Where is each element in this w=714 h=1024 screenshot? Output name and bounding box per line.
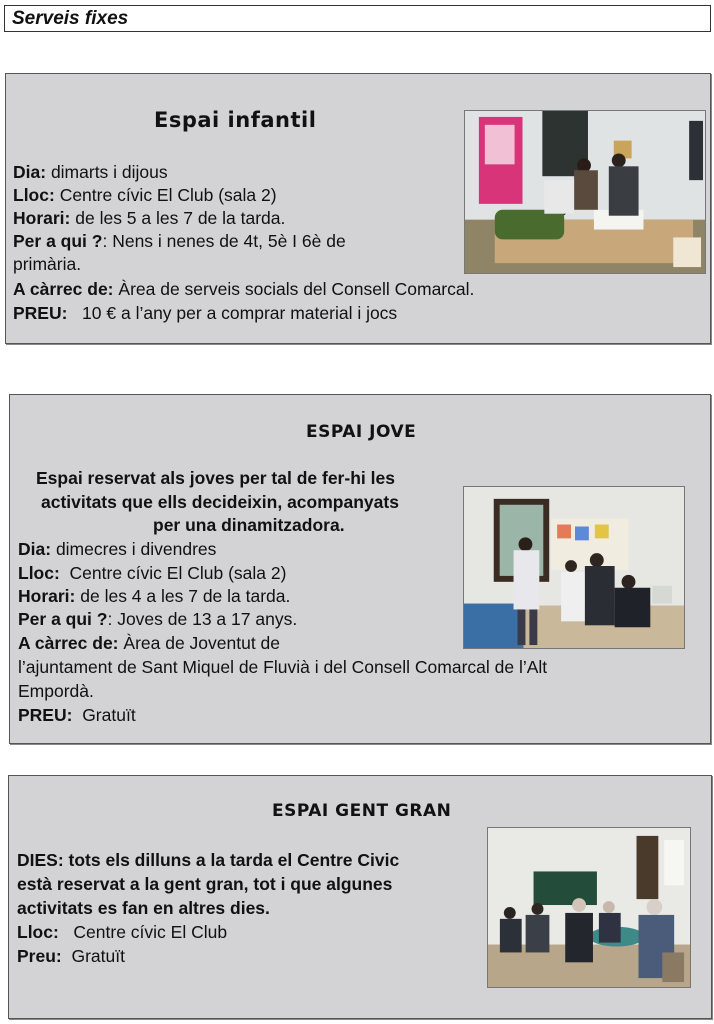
jove-lloc: Lloc: Centre cívic El Club (sala 2) [18,563,287,583]
espai-gent-gran-panel [8,775,712,1019]
espai-jove-photo [463,486,685,649]
infantil-carrec: A càrrec de: Àrea de serveis socials del Consell Comarcal. [13,279,475,299]
infantil-dia: Dia: dimarts i dijous [13,162,168,182]
jove-intro-line-3: per una dinamitzadora. [153,515,345,535]
section-header [4,5,711,32]
gentgran-dies-line-1: DIES: tots els dilluns a la tarda el Centre Civic [17,850,400,870]
espai-jove-title: ESPAI JOVE [306,422,417,442]
infantil-horari: Horari: de les 5 a les 7 de la tarda. [13,208,286,228]
jove-intro-line-2: activitats que ells decideixin, acompanyats [41,492,399,512]
jove-carrec-cont: l’ajuntament de Sant Miquel de Fluvià i del Consell Comarcal de l’Alt [18,657,548,677]
jove-preu: PREU: Gratuït [18,705,136,725]
espai-infantil-photo [464,110,706,274]
gentgran-dies-line-3: activitats es fan en altres dies. [17,898,270,918]
jove-carrec-cont-2: Empordà. [18,681,94,701]
espai-infantil-panel [5,73,711,344]
espai-infantil-title: Espai infantil [154,108,317,132]
gentgran-preu: Preu: Gratuït [17,946,125,966]
espai-gent-gran-title: ESPAI GENT GRAN [272,801,452,821]
section-title: Serveis fixes [12,8,129,29]
gentgran-dies-line-2: està reservat a la gent gran, tot i que algunes [17,874,393,894]
infantil-preu: PREU: 10 € a l’any per a comprar material i jocs [13,303,398,323]
gentgran-lloc: Lloc: Centre cívic El Club [17,922,228,942]
jove-intro-line-1: Espai reservat als joves per tal de fer-hi les [36,468,395,488]
infantil-per-a-qui: Per a qui ?: Nens i nenes de 4t, 5è I 6è de [13,231,346,251]
espai-gent-gran-photo [487,827,691,988]
jove-horari: Horari: de les 4 a les 7 de la tarda. [18,586,291,606]
jove-dia: Dia: dimecres i divendres [18,539,217,559]
infantil-per-a-qui-cont: primària. [13,254,82,274]
jove-per-a-qui: Per a qui ?: Joves de 13 a 17 anys. [18,609,298,629]
espai-jove-panel [9,394,711,744]
jove-carrec: A càrrec de: Àrea de Joventut de [18,633,281,653]
infantil-lloc: Lloc: Centre cívic El Club (sala 2) [13,185,277,205]
